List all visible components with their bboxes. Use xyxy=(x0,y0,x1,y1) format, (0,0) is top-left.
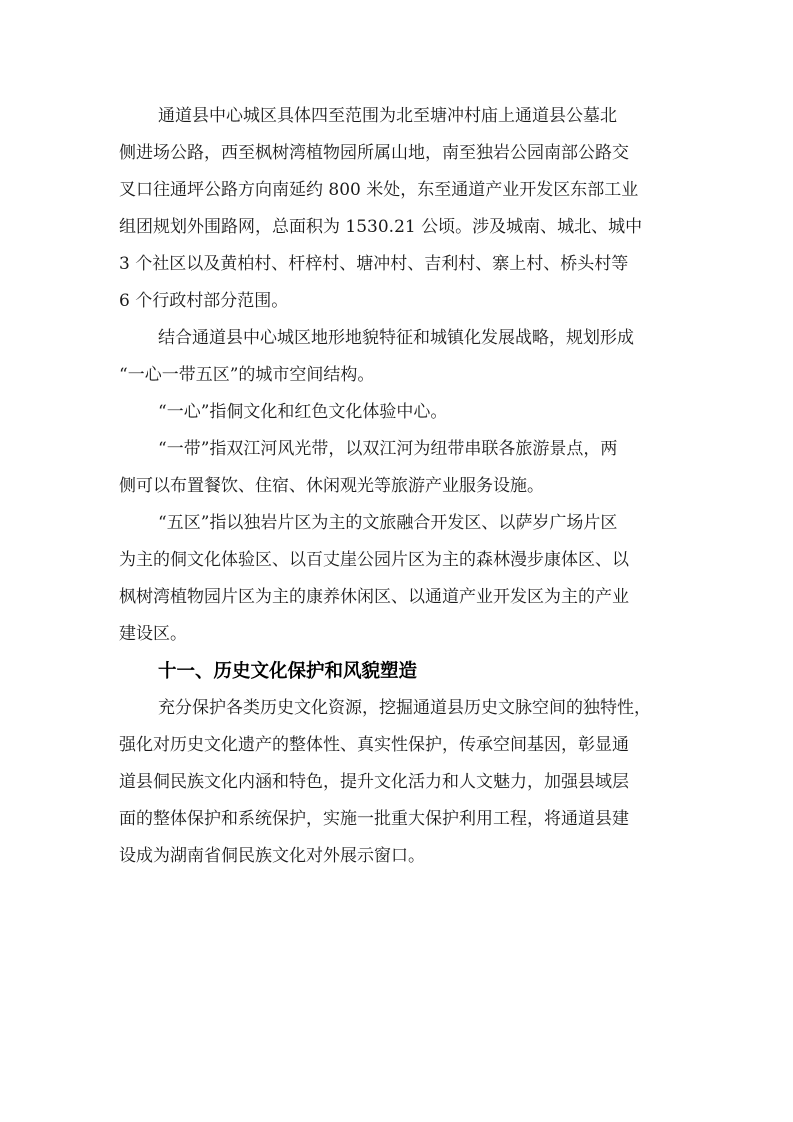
section-heading: 十一、历史文化保护和风貌塑造 xyxy=(158,661,418,682)
text-line: 设成为湖南省侗民族文化对外展示窗口。 xyxy=(119,846,425,866)
text-line: 叉口往通坪公路方向南延约 800 米处，东至通道产业开发区东部工业 xyxy=(119,180,639,200)
text-line: 枫树湾植物园片区为主的康养休闲区、以通道产业开发区为主的产业 xyxy=(119,587,629,607)
text-line: 面的整体保护和系统保护，实施一批重大保护利用工程，将通道县建 xyxy=(119,809,629,829)
document-body xyxy=(119,98,681,875)
text-line: 强化对历史文化遗产的整体性、真实性保护，传承空间基因，彰显通 xyxy=(119,735,629,755)
text-line: “一心”指侗文化和红色文化体验中心。 xyxy=(158,402,448,422)
text-line: “一心一带五区”的城市空间结构。 xyxy=(119,365,375,385)
text-line: 侧进场公路，西至枫树湾植物园所属山地，南至独岩公园南部公路交 xyxy=(119,143,629,163)
text-line: 3 个社区以及黄柏村、杆梓村、塘冲村、吉利村、寨上村、桥头村等 xyxy=(119,254,629,274)
text-line: 道县侗民族文化内涵和特色，提升文化活力和人文魅力，加强县域层 xyxy=(119,772,629,792)
text-line: 6 个行政村部分范围。 xyxy=(119,291,289,311)
text-line: 建设区。 xyxy=(119,624,187,644)
text-line: 为主的侗文化体验区、以百丈崖公园片区为主的森林漫步康体区、以 xyxy=(119,550,629,570)
text-line: 充分保护各类历史文化资源，挖掘通道县历史文脉空间的独特性， xyxy=(158,698,651,718)
text-line: “一带”指双江河风光带，以双江河为纽带串联各旅游景点，两 xyxy=(158,439,618,459)
text-line: “五区”指以独岩片区为主的文旅融合开发区、以萨岁广场片区 xyxy=(158,513,618,533)
text-line: 组团规划外围路网，总面积为 1530.21 公顷。涉及城南、城北、城中 xyxy=(119,217,643,237)
text-line: 结合通道县中心城区地形地貌特征和城镇化发展战略，规划形成 xyxy=(158,328,634,348)
text-line: 通道县中心城区具体四至范围为北至塘冲村庙上通道县公墓北 xyxy=(158,106,617,126)
text-line: 侧可以布置餐饮、住宿、休闲观光等旅游产业服务设施。 xyxy=(119,476,544,496)
